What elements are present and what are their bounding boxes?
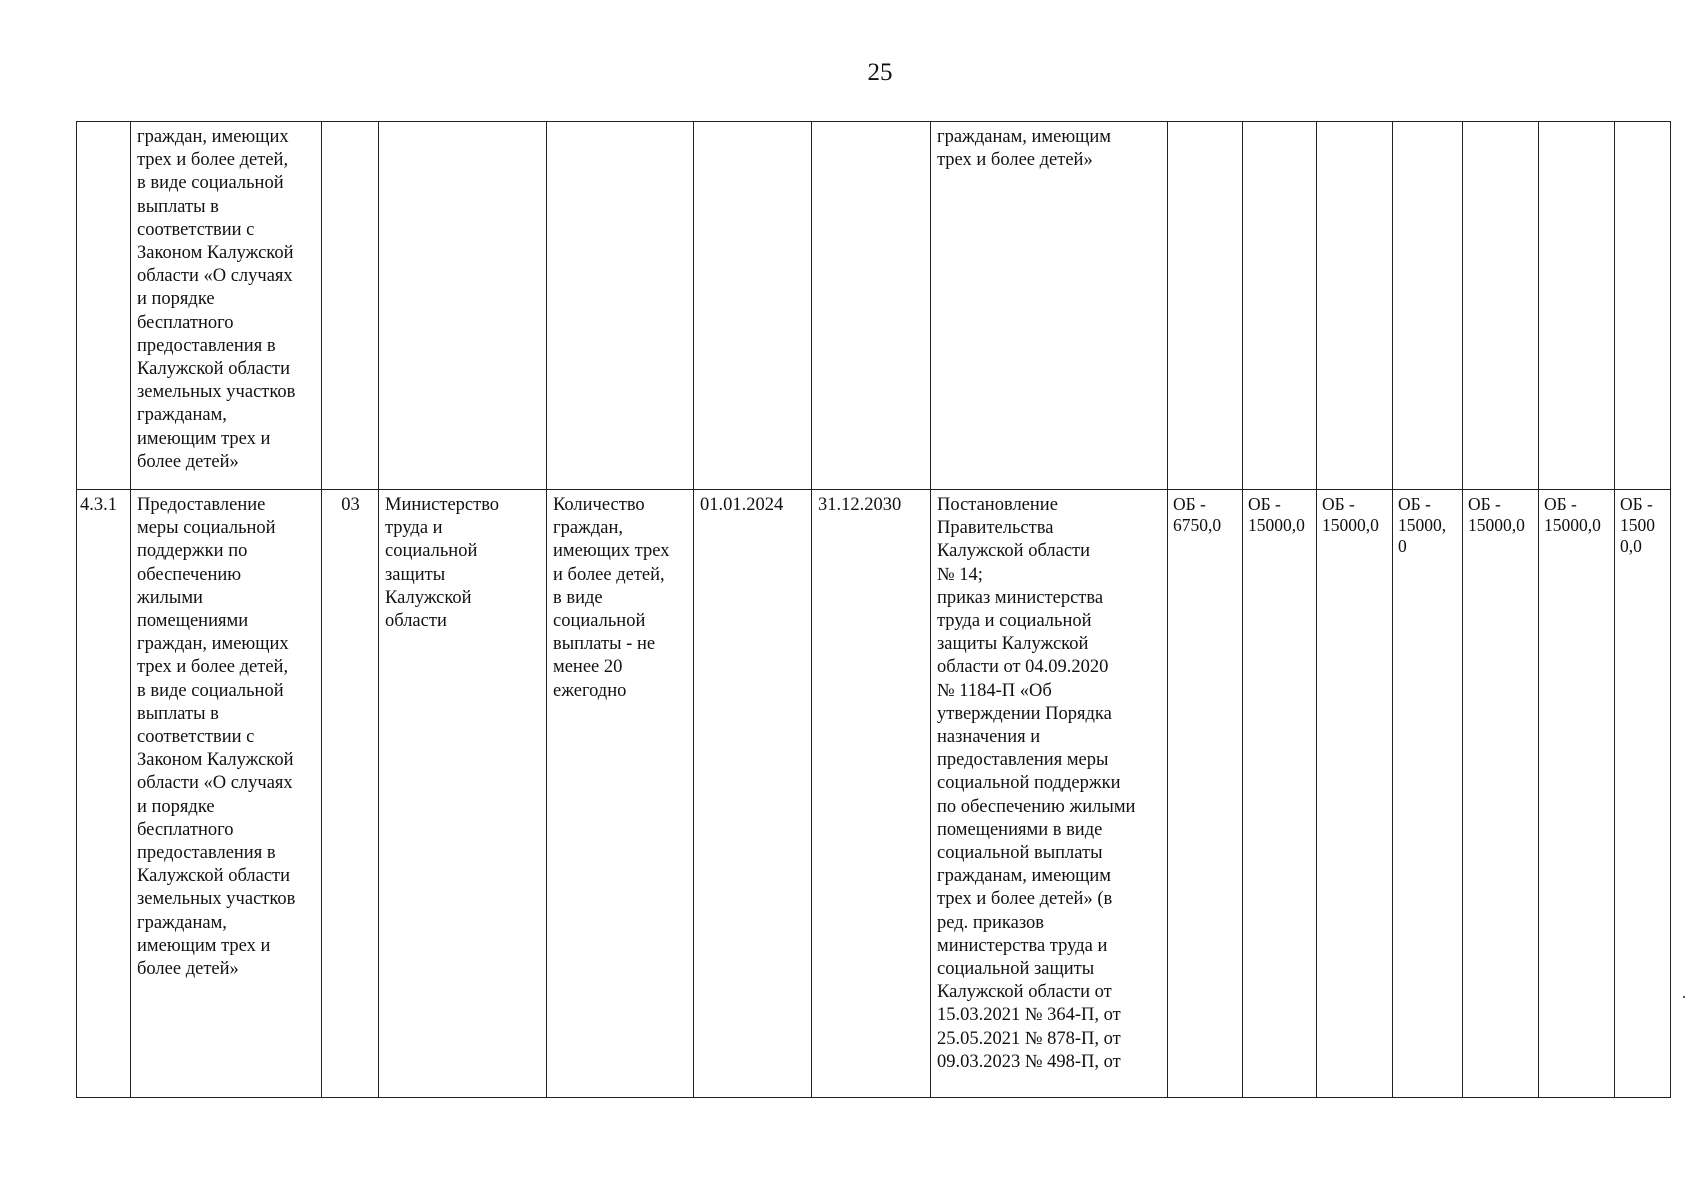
- cell-measure-name: граждан, имеющих трех и более детей, в виде социальной выплаты в соответствии с Законом Калужской области «О случаях и порядке бесплатного предоставления в Калужской области земельных участков гражданам, имеющим трех и более детей»: [131, 122, 322, 490]
- cell-number: [77, 122, 131, 490]
- cell-funding-year-1: [1168, 122, 1243, 490]
- cell-measure-name: Предоставление меры социальной поддержки по обеспечению жилыми помещениями граждан, имеющих трех и более детей, в виде социальной выплаты в соответствии с Законом Калужской области «О случаях и порядке бесплатного предоставления в Калужской области земельных участков гражданам, имеющим трех и более детей»: [131, 490, 322, 1098]
- cell-funding-year-5: ОБ - 15000,0: [1463, 490, 1539, 1098]
- cell-funding-year-2: [1243, 122, 1317, 490]
- cell-code: [322, 122, 379, 490]
- cell-indicator: Количество граждан, имеющих трех и более детей, в виде социальной выплаты - не менее 20 ежегодно: [547, 490, 694, 1098]
- page-number: 25: [867, 59, 893, 86]
- program-table: [76, 121, 1671, 1098]
- cell-funding-year-4: ОБ - 15000, 0: [1393, 490, 1463, 1098]
- cell-code: 03: [322, 490, 379, 1098]
- cell-indicator: [547, 122, 694, 490]
- table-row: [77, 122, 1671, 490]
- cell-end-date: 31.12.2030: [812, 490, 931, 1098]
- cell-funding-year-5: [1463, 122, 1539, 490]
- cell-funding-year-2: ОБ - 15000,0: [1243, 490, 1317, 1098]
- cell-funding-year-6: ОБ - 15000,0: [1539, 490, 1615, 1098]
- cell-number: 4.3.1: [77, 490, 131, 1098]
- cell-funding-year-7: [1615, 122, 1671, 490]
- table-row: [77, 490, 1671, 1098]
- cell-funding-year-4: [1393, 122, 1463, 490]
- cell-executor: [379, 122, 547, 490]
- cell-funding-year-3: ОБ - 15000,0: [1317, 490, 1393, 1098]
- cell-funding-year-3: [1317, 122, 1393, 490]
- cell-funding-year-7: ОБ - 1500 0,0: [1615, 490, 1671, 1098]
- scan-speck: [1683, 996, 1685, 998]
- cell-end-date: [812, 122, 931, 490]
- cell-legal-basis: Постановление Правительства Калужской области № 14; приказ министерства труда и социальной защиты Калужской области от 04.09.2020 № 1184-П «Об утверждении Порядка назначения и предоставления меры социальной поддержки по обеспечению жилыми помещениями в виде социальной выплаты гражданам, имеющим трех и более детей» (в ред. приказов министерства труда и социальной защиты Калужской области от 15.03.2021 № 364-П, от 25.05.2021 № 878-П, от 09.03.2023 № 498-П, от: [931, 490, 1168, 1098]
- cell-funding-year-6: [1539, 122, 1615, 490]
- cell-executor: Министерство труда и социальной защиты Калужской области: [379, 490, 547, 1098]
- cell-start-date: 01.01.2024: [694, 490, 812, 1098]
- cell-start-date: [694, 122, 812, 490]
- cell-funding-year-1: ОБ - 6750,0: [1168, 490, 1243, 1098]
- cell-legal-basis: гражданам, имеющим трех и более детей»: [931, 122, 1168, 490]
